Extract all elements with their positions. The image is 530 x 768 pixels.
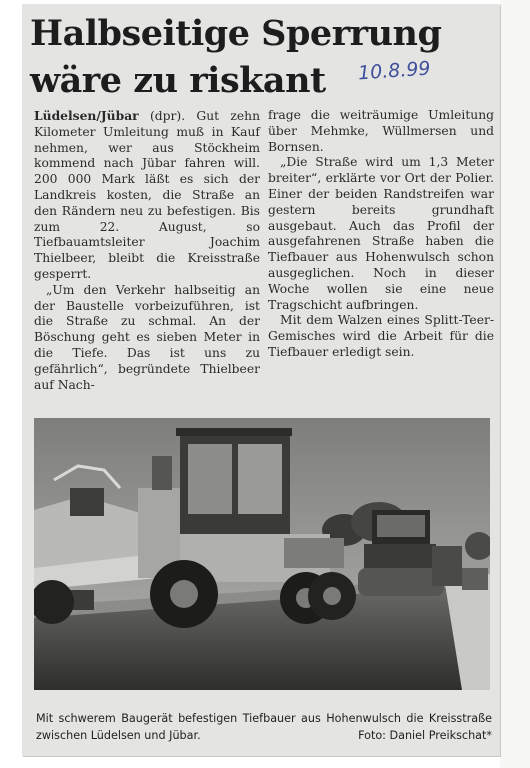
paragraph	[34, 108, 260, 283]
headline	[30, 10, 490, 104]
road-grader-image	[34, 418, 490, 690]
paragraph: Mit dem Walzen eines Splitt-Teer-Gemisches wird die Arbeit für die Tiefbauer erledigt sein.	[268, 313, 494, 359]
construction-photo	[34, 418, 490, 690]
photo-credit: Foto: Daniel Preikschat*	[358, 729, 492, 742]
photo-caption	[36, 710, 492, 744]
dateline: Lüdelsen/Jübar	[34, 108, 139, 123]
headline-line-2: wäre zu riskant	[30, 60, 326, 101]
newspaper-clipping	[22, 4, 500, 756]
caption-text: Mit schwerem Baugerät befestigen Tiefbauer aus Hohenwulsch die Kreisstraße zwischen Lüdelsen und Jübar.	[36, 712, 492, 742]
article-column-1	[34, 108, 260, 393]
page-edge	[500, 0, 530, 768]
paragraph: „Um den Verkehr halbseitig an der Baustelle vorbeizuführen, ist die Straße zu schmal. An der Böschung geht es sieben Meter in die Tiefe. Das ist uns zu gefährlich“, begründete Thielbeer auf Nach-	[34, 282, 260, 392]
headline-line-1: Halbseitige Sperrung	[30, 13, 442, 54]
paragraph-text: (dpr). Gut zehn Kilometer Umleitung muß in Kauf nehmen, wer aus Stöckheim kommend nach Jübar fahren will. 200 000 Mark läßt es sich der Landkreis kosten, die Straße an den Rändern neu zu befestigen. Bis zum 22. August, so Tiefbauamtsleiter Joachim Thielbeer, bleibt die Kreisstraße gesperrt.	[34, 109, 260, 281]
article-column-2	[268, 108, 494, 361]
paragraph: frage die weiträumige Umleitung über Mehmke, Wüllmersen und Bornsen.	[268, 108, 494, 154]
paragraph: „Die Straße wird um 1,3 Meter breiter“, erklärte vor Ort der Polier. Einer der beiden Randstreifen war gestern bereits grundhaft ausgebaut. Auch das Profil der ausgefahrenen Straße haben die Tiefbauer aus Hohenwulsch schon ausgeglichen. Noch in dieser Woche wollen sie eine neue Tragschicht aufbringen.	[268, 155, 494, 312]
handwritten-date: 10.8.99	[357, 57, 432, 85]
